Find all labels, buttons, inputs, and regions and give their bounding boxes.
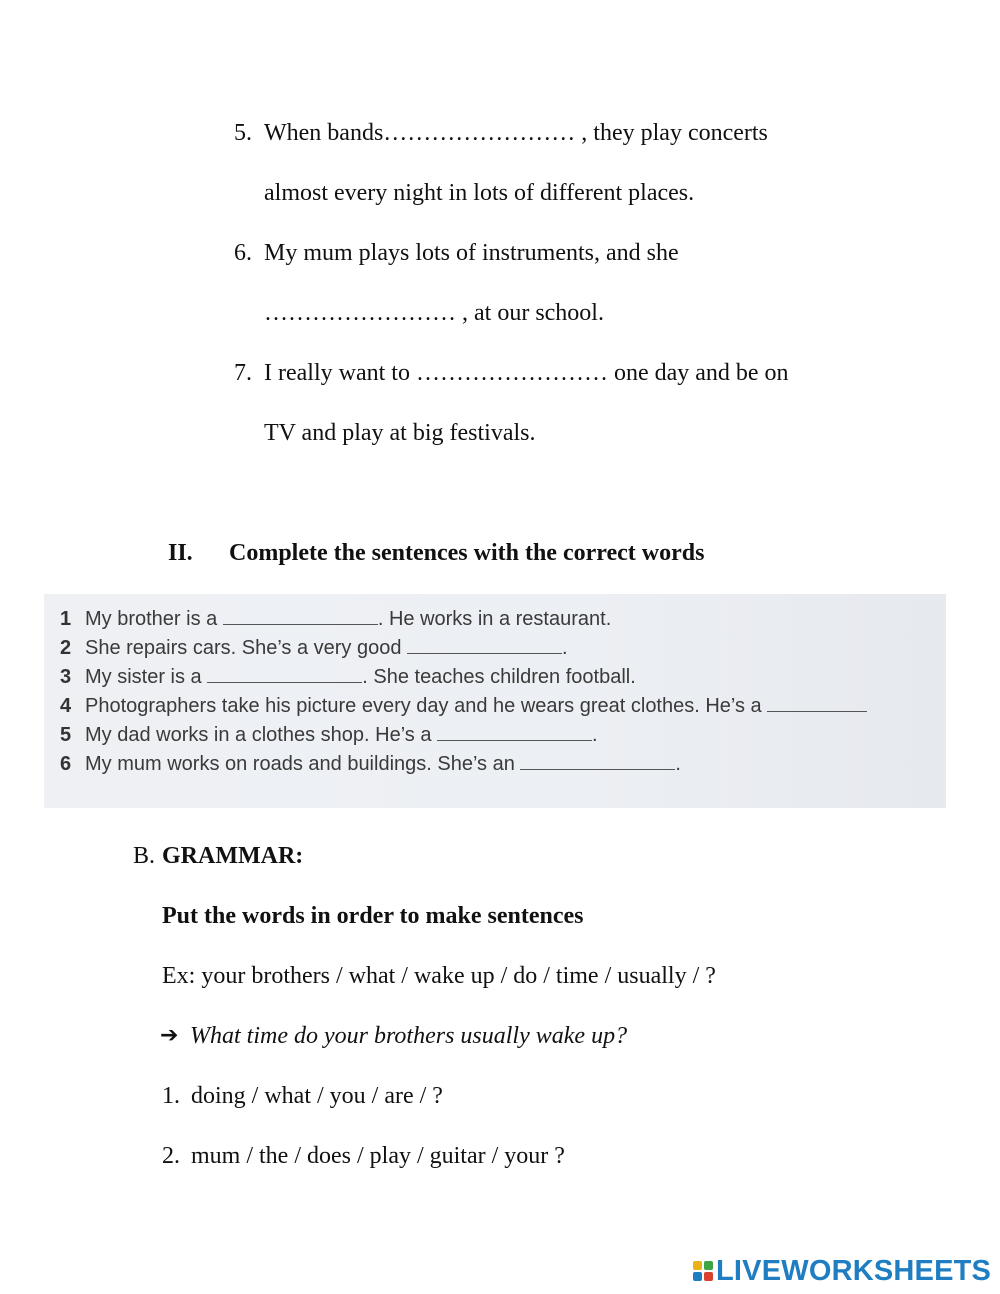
row-text: My mum works on roads and buildings. She’s an [85,753,515,775]
logo-block [704,1261,713,1270]
row-text: . [592,724,598,746]
question-number: 5. [234,120,252,146]
exercise-image [44,594,946,808]
row-text: . [675,753,681,775]
section-numeral: II. [168,540,193,566]
question-text: I really want to …………………… one day and be on [264,360,789,386]
row-text: My sister is a [85,666,202,688]
example-answer: What time do your brothers usually wake up? [190,1023,628,1049]
row-text: Photographers take his picture every day and he wears great clothes. He’s a [85,695,762,717]
question-text: …………………… , at our school. [264,300,604,326]
row-text: My brother is a [85,608,218,630]
answer-blank[interactable] [223,606,378,625]
grammar-item-text: doing / what / you / are / ? [191,1083,443,1109]
question-number: 6. [234,240,252,266]
answer-blank[interactable] [767,693,867,712]
logo-block [693,1261,702,1270]
answer-blank[interactable] [407,635,562,654]
grammar-label: B. [133,843,156,869]
arrow-icon: ➔ [160,1023,179,1048]
grammar-item-text: mum / the / does / play / guitar / your ? [191,1143,565,1169]
row-text: She repairs cars. She’s a very good [85,637,402,659]
logo-blocks-icon [693,1261,713,1281]
row-number: 6 [60,753,72,775]
question-text: almost every night in lots of different places. [264,180,695,206]
grammar-item-number: 1. [162,1083,180,1109]
row-text: . He works in a restaurant. [377,608,612,630]
question-text: My mum plays lots of instruments, and she [264,240,679,266]
question-text: When bands…………………… , they play concerts [264,120,768,146]
row-text: My dad works in a clothes shop. He’s a [85,724,432,746]
answer-blank[interactable] [437,722,592,741]
section-heading: Complete the sentences with the correct words [229,540,705,566]
row-text: . She teaches children football. [362,666,636,688]
grammar-item-number: 2. [162,1143,180,1169]
row-number: 5 [60,724,72,746]
logo-block [704,1272,713,1281]
question-number: 7. [234,360,252,386]
row-number: 2 [60,637,72,659]
grammar-example: Ex: your brothers / what / wake up / do / time / usually / ? [162,963,716,989]
liveworksheets-logo [693,1256,991,1286]
logo-block [693,1272,702,1281]
answer-blank[interactable] [207,664,362,683]
row-number: 1 [60,608,72,630]
answer-blank[interactable] [520,751,675,770]
row-number: 3 [60,666,72,688]
grammar-instruction: Put the words in order to make sentences [162,903,584,929]
brand-name: LIVEWORKSHEETS [716,1254,992,1287]
row-text: . [562,637,568,659]
grammar-title: GRAMMAR: [162,843,304,869]
row-number: 4 [60,695,72,717]
question-text: TV and play at big festivals. [264,420,536,446]
